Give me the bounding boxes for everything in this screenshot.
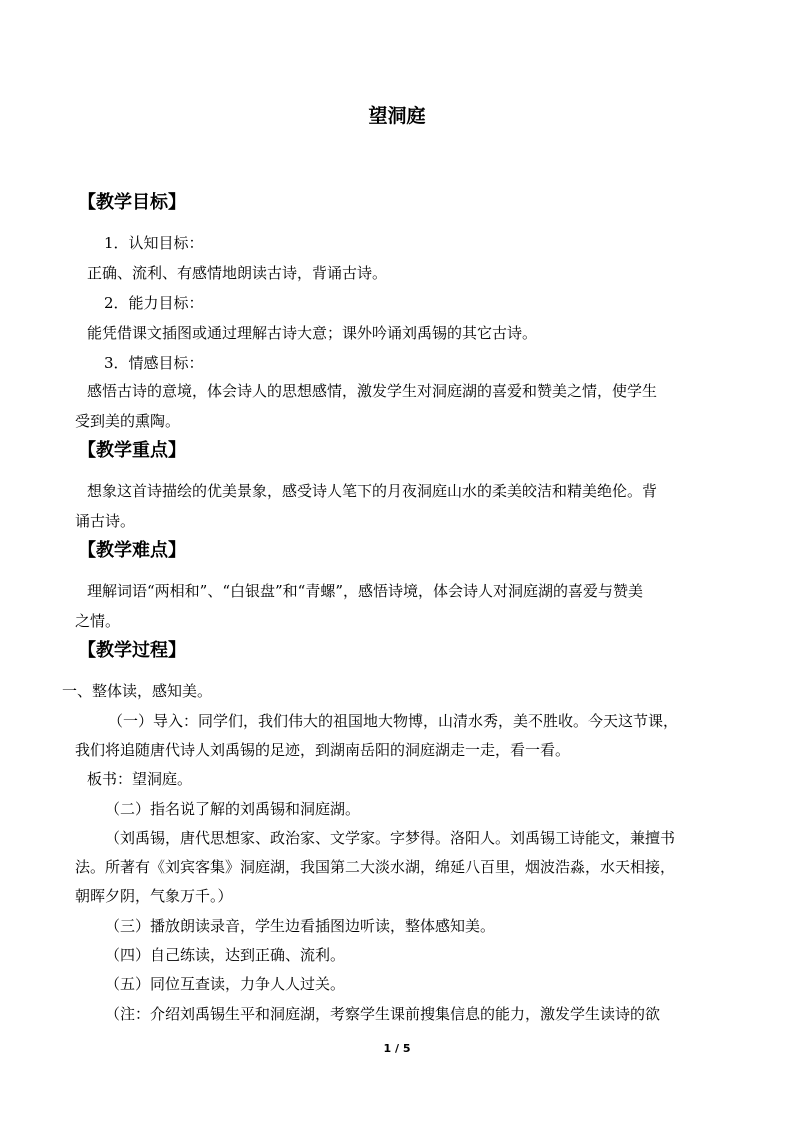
section-heading-process: 【教学过程】 [78,640,186,661]
goals-line-1: 1．认知目标： [104,234,204,252]
process-line-1: 一、整体读，感知美。 [62,682,213,700]
section-heading-key-points: 【教学重点】 [78,440,186,461]
key-points-line-1: 想象这首诗描绘的优美景象，感受诗人笔下的月夜洞庭山水的柔美皎洁和精美绝伦。背 [87,482,658,500]
goals-line-7: 受到美的熏陶。 [75,412,181,430]
goals-line-4: 能凭借课文插图或通过理解古诗大意；课外吟诵刘禹锡的其它古诗。 [87,324,538,342]
process-line-2: （一）导入：同学们，我们伟大的祖国地大物博，山清水秀，美不胜收。今天这节课， [108,712,679,730]
process-line-7: 法。所著有《刘宾客集》洞庭湖，我国第二大淡水湖，绵延八百里，烟波浩淼，水天相接， [75,858,676,876]
document-title: 望洞庭 [368,105,426,127]
process-line-3: 我们将追随唐代诗人刘禹锡的足迹，到湖南岳阳的洞庭湖走一走，看一看。 [75,741,571,759]
difficulties-line-1: 理解词语“两相和”、“白银盘”和“青螺”，感悟诗境，体会诗人对洞庭湖的喜爱与赞美 [87,582,644,600]
goals-line-5: 3．情感目标： [104,354,204,372]
key-points-line-2: 诵古诗。 [75,512,136,530]
page-indicator: 1 / 5 [383,1042,411,1055]
process-line-11: （五）同位互查读，力争人人过关。 [105,975,346,993]
goals-line-3: 2．能力目标： [104,294,204,312]
process-line-10: （四）自己练读，达到正确、流利。 [105,946,346,964]
process-line-9: （三）播放朗读录音，学生边看插图边听读，整体感知美。 [105,917,496,935]
process-line-4: 板书：望洞庭。 [87,770,193,788]
goals-line-6: 感悟古诗的意境，体会诗人的思想感情，激发学生对洞庭湖的喜爱和赞美之情，使学生 [87,382,658,400]
section-heading-difficulties: 【教学难点】 [78,540,186,561]
process-line-8: 朝晖夕阴，气象万千。） [75,887,233,905]
process-line-6: （刘禹锡，唐代思想家、政治家、文学家。字梦得。洛阳人。刘禹锡工诗能文，兼擅书 [105,829,676,847]
goals-line-2: 正确、流利、有感情地朗读古诗，背诵古诗。 [87,264,388,282]
section-heading-goals: 【教学目标】 [78,192,186,213]
difficulties-line-2: 之情。 [75,612,121,630]
process-line-12: （注：介绍刘禹锡生平和洞庭湖，考察学生课前搜集信息的能力，激发学生读诗的欲 [105,1005,661,1023]
process-line-5: （二）指名说了解的刘禹锡和洞庭湖。 [105,800,361,818]
